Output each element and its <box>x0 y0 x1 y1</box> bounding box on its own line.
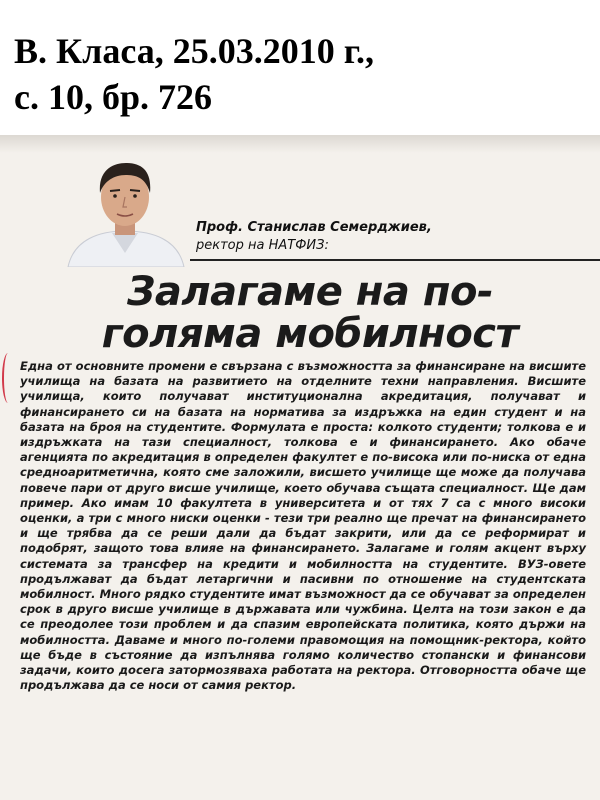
byline-divider <box>190 259 600 261</box>
source-line-1: В. Класа, 25.03.2010 г., <box>14 31 375 71</box>
newspaper-clipping <box>0 135 600 800</box>
author-role: ректор на НАТФИЗ: <box>196 238 329 253</box>
author-byline <box>196 219 596 255</box>
portrait-photo-icon <box>60 157 190 267</box>
author-name: Проф. Станислав Семерджиев, <box>196 220 432 235</box>
margin-pen-mark <box>2 353 14 403</box>
headline-line-1: Залагаме на по- <box>126 269 494 315</box>
headline-line-2: голяма мобилност <box>101 311 519 357</box>
author-photo <box>60 157 190 267</box>
article-headline <box>40 271 580 355</box>
source-line-2: с. 10, бр. 726 <box>14 77 212 117</box>
clipping-shadow <box>0 135 600 153</box>
article-body: Една от основните промени е свързана с възможността за финансиране на висшите училища на базата на развитието на отделните техни направления. Висшите училища, които получават институционална акредитация, получават и финансирането си на базата на норматива за издръжка на един студент и на базата на броя на студентите. Формулата е проста: колкото студенти; толкова е и издръжката на тази специалност, толкова е и финансирането. Ако обаче агенцията по акредитация в определен факултет е по-висока или по-ниска от една средноаритметична, която сме заложили, висшето училище ще може да получава повече пари от друго висше училище, което обучава същата специалност. Ще дам пример. Ако имам 10 факултета в университета и от тях 7 са с много високи оценки, а три с много ниски оценки - тези три реално ще пречат на финансирането и ще трябва да се реши дали да бъдат закрити, или да се реформират и подобрят, защото това влияе на финансирането. Залагаме и голям акцент върху системата за трансфер на кредити и мобилността на студентите. ВУЗ-овете продължават да бъдат летаргични и пасивни по отношение на студентската мобилност. Много рядко студентите имат възможност да се обучават за определен срок в друго висше училище в държавата или чужбина. Целта на този закон е да се преодолее този проблем и да спазим европейската политика, която държи на мобилността. Даваме и много по-големи правомощия на помощник-ректора, който ще бъде в състояние да изпълнява голямо количество стопански и финансови задачи, които досега затормозяваха работата на ректора. Отговорността обаче ще продължава да се носи от самия ректор. <box>20 359 586 693</box>
source-header <box>14 28 594 120</box>
